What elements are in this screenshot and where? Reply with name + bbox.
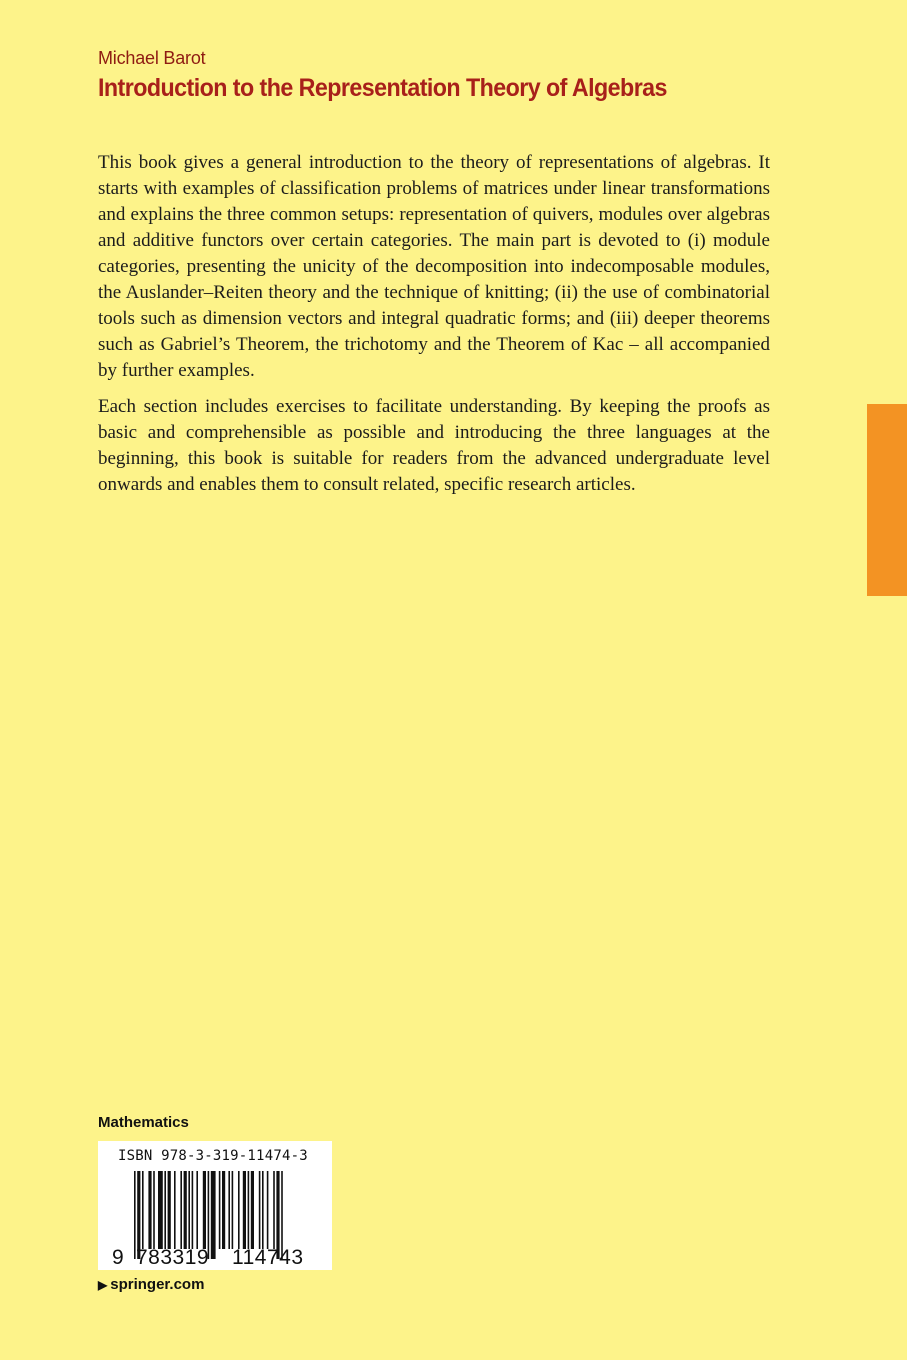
barcode-bar [259,1171,261,1249]
barcode-bar [211,1171,216,1259]
barcode-bar [174,1171,176,1249]
barcode-bar [273,1171,275,1249]
barcode-bar [164,1171,166,1249]
barcode-bar [153,1171,155,1249]
description-paragraph-2: Each section includes exercises to facilitate understanding. By keeping the proofs as basic and comprehensible as possible and introducing the three languages at the beginning, this book is suitable for readers from the advanced undergraduate level onwards and enables them to consult related, specific research articles. [98,396,770,495]
description-paragraph-1: This book gives a general introduction to the theory of representations of algebras. It starts with examples of classification problems of matrices under linear transformations and explains the three common setups: representation of quivers, modules over algebras and additive functors over certain categories. The main part is devoted to (i) module categories, presenting the unicity of the decomposition into indecomposable modules, the Auslander–Reiten theory and the technique of knitting; (ii) the use of combinatorial tools such as dimension vectors and integral quadratic forms; and (iii) deeper theorems such as Gabriel’s Theorem, the trichotomy and the Theorem of Kac – all accompanied by further examples. [98,152,770,381]
orange-side-tab [867,404,907,596]
barcode-bar [262,1171,264,1249]
book-title: Introduction to the Representation Theory of Algebras [98,74,667,102]
barcode-bar [267,1171,269,1249]
book-description [98,150,770,508]
barcode-bar [168,1171,171,1249]
barcode-bar [251,1171,254,1249]
website-text: springer.com [110,1276,205,1293]
author-name: Michael Barot [98,48,206,68]
barcode-bar [238,1171,240,1249]
barcode-bar [180,1171,182,1249]
barcode-digits-left: 783319 [136,1246,210,1269]
barcode-bar [158,1171,163,1249]
subject-label: Mathematics [98,1114,189,1131]
barcode-digit-first: 9 [112,1246,125,1269]
barcode-bar [196,1171,198,1249]
barcode-bar [248,1171,250,1249]
barcode-bar [148,1171,151,1249]
barcode-bar [243,1171,246,1249]
barcode-bar [228,1171,230,1249]
barcode-bar [142,1171,144,1249]
isbn-label: ISBN 978-3-319-11474-3 [118,1148,308,1164]
barcode-bar [203,1171,206,1249]
barcode-bar [222,1171,225,1249]
barcode-bar [192,1171,194,1249]
barcode-bar [219,1171,221,1249]
barcode-bar [184,1171,187,1249]
publisher-website[interactable] [98,1276,204,1293]
barcode-bar [188,1171,190,1249]
arrow-right-icon: ▶ [98,1278,108,1292]
barcode-digits-right: 114743 [232,1246,304,1269]
isbn-barcode [98,1141,332,1270]
barcode-bar [232,1171,234,1249]
